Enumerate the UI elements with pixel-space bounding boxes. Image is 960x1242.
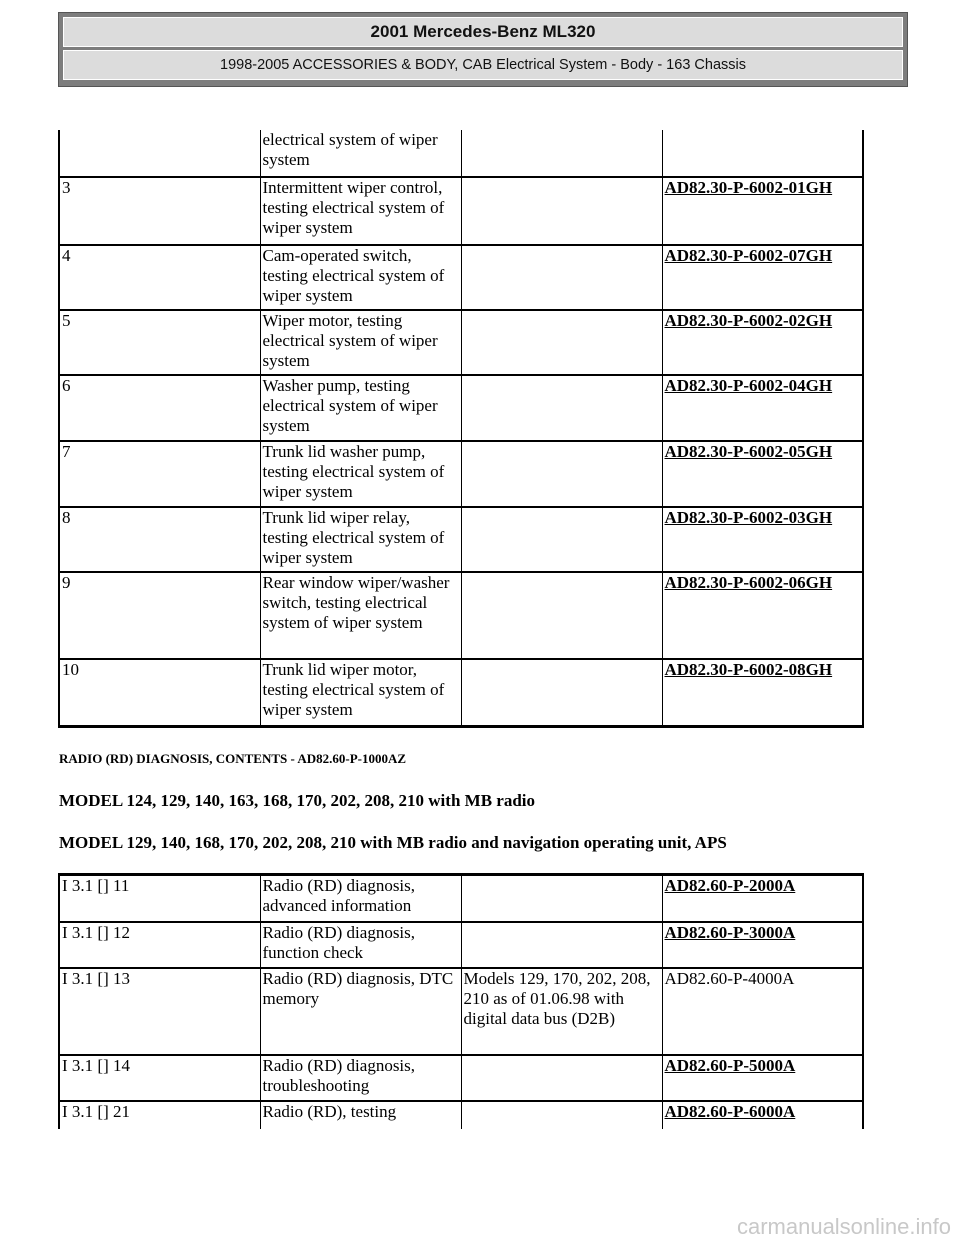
- cell-note: [461, 922, 662, 968]
- reference-link[interactable]: AD82.30-P-6002-04GH: [662, 375, 863, 441]
- table-row: [59, 1055, 863, 1101]
- cell-description: Intermittent wiper control, testing electrical system of wiper system: [260, 177, 461, 245]
- cell-note: [461, 375, 662, 441]
- cell-description: Cam-operated switch, testing electrical system of wiper system: [260, 245, 461, 310]
- reference-link[interactable]: AD82.30-P-6002-08GH: [662, 659, 863, 726]
- reference-link[interactable]: AD82.30-P-6002-01GH: [662, 177, 863, 245]
- table-row: [59, 507, 863, 572]
- cell-description: Washer pump, testing electrical system of wiper system: [260, 375, 461, 441]
- table-row: [59, 441, 863, 507]
- cell-description: Radio (RD) diagnosis, function check: [260, 922, 461, 968]
- table-row: [59, 922, 863, 968]
- table-row: [59, 245, 863, 310]
- table-row: [59, 659, 863, 726]
- table-row: [59, 572, 863, 659]
- cell-number: 10: [59, 659, 260, 726]
- cell-note: [461, 507, 662, 572]
- cell-description: Radio (RD), testing: [260, 1101, 461, 1129]
- reference-link[interactable]: AD82.30-P-6002-02GH: [662, 310, 863, 375]
- table-row: [59, 310, 863, 375]
- table-row: [59, 177, 863, 245]
- cell-note: [461, 659, 662, 726]
- table-row: [59, 968, 863, 1055]
- cell-note: [461, 245, 662, 310]
- cell-code: I 3.1 [] 21: [59, 1101, 260, 1129]
- reference-link[interactable]: AD82.60-P-2000A: [662, 875, 863, 922]
- table-row: [59, 130, 863, 177]
- cell-description: Wiper motor, testing electrical system of wiper system: [260, 310, 461, 375]
- cell-number: 7: [59, 441, 260, 507]
- cell-number: 5: [59, 310, 260, 375]
- radio-diagnosis-table: [58, 873, 864, 1129]
- table-row: [59, 875, 863, 922]
- cell-code: I 3.1 [] 14: [59, 1055, 260, 1101]
- cell-note: [461, 441, 662, 507]
- cell-description: electrical system of wiper system: [260, 130, 461, 177]
- reference-link[interactable]: AD82.30-P-6002-05GH: [662, 441, 863, 507]
- cell-reference: [662, 130, 863, 177]
- reference-link[interactable]: AD82.60-P-3000A: [662, 922, 863, 968]
- cell-number: 9: [59, 572, 260, 659]
- cell-description: Trunk lid washer pump, testing electrical system of wiper system: [260, 441, 461, 507]
- cell-reference: AD82.60-P-4000A: [662, 968, 863, 1055]
- reference-link[interactable]: AD82.30-P-6002-03GH: [662, 507, 863, 572]
- cell-description: Radio (RD) diagnosis, advanced information: [260, 875, 461, 922]
- model-line-navigation: MODEL 129, 140, 168, 170, 202, 208, 210 with MB radio and navigation operating unit, APS: [59, 833, 727, 852]
- cell-number: 3: [59, 177, 260, 245]
- cell-code: I 3.1 [] 12: [59, 922, 260, 968]
- cell-note: [461, 572, 662, 659]
- section-title: RADIO (RD) DIAGNOSIS, CONTENTS - AD82.60-P-1000AZ: [59, 751, 407, 766]
- cell-number: [59, 130, 260, 177]
- cell-note: Models 129, 170, 202, 208, 210 as of 01.06.98 with digital data bus (D2B): [461, 968, 662, 1055]
- cell-description: Rear window wiper/washer switch, testing electrical system of wiper system: [260, 572, 461, 659]
- cell-note: [461, 1101, 662, 1129]
- document-header: [58, 12, 908, 87]
- table-row: [59, 1101, 863, 1129]
- document-title: 2001 Mercedes-Benz ML320: [63, 17, 903, 47]
- document-subtitle: 1998-2005 ACCESSORIES & BODY, CAB Electrical System - Body - 163 Chassis: [63, 50, 903, 80]
- cell-note: [461, 1055, 662, 1101]
- cell-description: Trunk lid wiper relay, testing electrical system of wiper system: [260, 507, 461, 572]
- cell-note: [461, 177, 662, 245]
- cell-description: Radio (RD) diagnosis, troubleshooting: [260, 1055, 461, 1101]
- cell-number: 6: [59, 375, 260, 441]
- table-row: [59, 375, 863, 441]
- cell-note: [461, 310, 662, 375]
- cell-description: Trunk lid wiper motor, testing electrical system of wiper system: [260, 659, 461, 726]
- site-watermark: carmanualsonline.info: [736, 1214, 951, 1239]
- cell-note: [461, 875, 662, 922]
- cell-code: I 3.1 [] 11: [62, 876, 130, 895]
- reference-link[interactable]: AD82.30-P-6002-07GH: [662, 245, 863, 310]
- cell-number: 8: [59, 507, 260, 572]
- reference-link[interactable]: AD82.60-P-5000A: [662, 1055, 863, 1101]
- model-line-radio: MODEL 124, 129, 140, 163, 168, 170, 202, 208, 210 with MB radio: [59, 791, 536, 810]
- cell-code: I 3.1 [] 13: [59, 968, 260, 1055]
- reference-link[interactable]: AD82.30-P-6002-06GH: [662, 572, 863, 659]
- wiper-test-table: [58, 130, 864, 728]
- cell-description: Radio (RD) diagnosis, DTC memory: [260, 968, 461, 1055]
- cell-number: 4: [59, 245, 260, 310]
- reference-link[interactable]: AD82.60-P-6000A: [662, 1101, 863, 1129]
- cell-note: [461, 130, 662, 177]
